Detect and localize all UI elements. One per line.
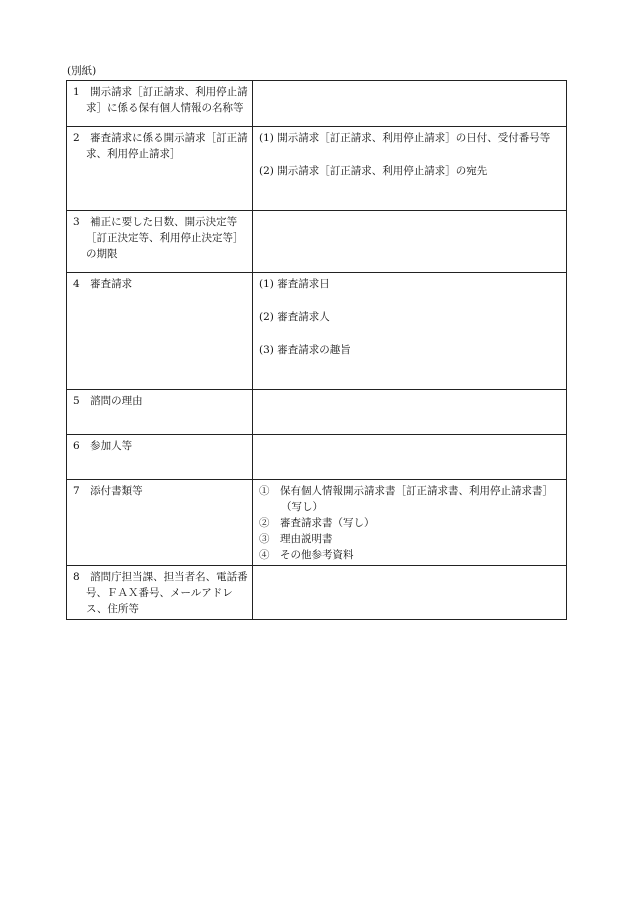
content-item: ④ その他参考資料: [259, 549, 354, 561]
content-item: (1) 審査請求日: [259, 278, 330, 290]
row-label: 6 参加人等: [73, 440, 133, 452]
form-row-5: [67, 390, 567, 435]
form-row-7: [67, 480, 567, 566]
form-row-8: [67, 566, 567, 620]
row-label: 3 補正に要した日数、開示決定等［訂正決定等、利用停止決定等］の期限: [73, 216, 244, 260]
content-item: ① 保有個人情報開示請求書［訂正請求書、利用停止請求書］（写し）: [259, 485, 553, 513]
row-content-cell: [253, 127, 567, 211]
form-row-4: [67, 273, 567, 390]
content-item: (2) 審査請求人: [259, 311, 330, 323]
row-label-cell: [67, 127, 253, 211]
row-label: 7 添付書類等: [73, 485, 143, 497]
row-label-cell: [67, 273, 253, 390]
content-item: (1) 開示請求［訂正請求、利用停止請求］の日付、受付番号等: [259, 132, 551, 144]
content-item: (2) 開示請求［訂正請求、利用停止請求］の宛先: [259, 165, 488, 177]
attachment-label: (別紙): [67, 65, 97, 77]
form-row-2: [67, 127, 567, 211]
row-label: 4 審査請求: [73, 278, 133, 290]
row-content-cell: [253, 211, 567, 273]
content-item: (3) 審査請求の趣旨: [259, 344, 351, 356]
row-label-cell: [67, 390, 253, 435]
row-label-cell: [67, 435, 253, 480]
form-row-6: [67, 435, 567, 480]
form-row-1: [67, 81, 567, 127]
row-content-cell: [253, 390, 567, 435]
row-content-cell: [253, 435, 567, 480]
row-content-cell: [253, 273, 567, 390]
row-content-cell: [253, 480, 567, 566]
row-label: 2 審査請求に係る開示請求［訂正請求、利用停止請求］: [73, 132, 248, 160]
row-label: 1 開示請求［訂正請求、利用停止請求］に係る保有個人情報の名称等: [73, 86, 248, 114]
form-row-3: [67, 211, 567, 273]
consultation-form-table: [66, 80, 567, 620]
row-label-cell: [67, 211, 253, 273]
row-label: 8 諮問庁担当課、担当者名、電話番号、ＦＡＸ番号、メールアドレス、住所等: [73, 571, 248, 615]
row-label-cell: [67, 566, 253, 620]
content-item: ② 審査請求書（写し）: [259, 517, 375, 529]
content-item: ③ 理由説明書: [259, 533, 333, 545]
row-label: 5 諮問の理由: [73, 395, 143, 407]
row-content-cell: [253, 81, 567, 127]
row-label-cell: [67, 81, 253, 127]
row-content-cell: [253, 566, 567, 620]
row-label-cell: [67, 480, 253, 566]
